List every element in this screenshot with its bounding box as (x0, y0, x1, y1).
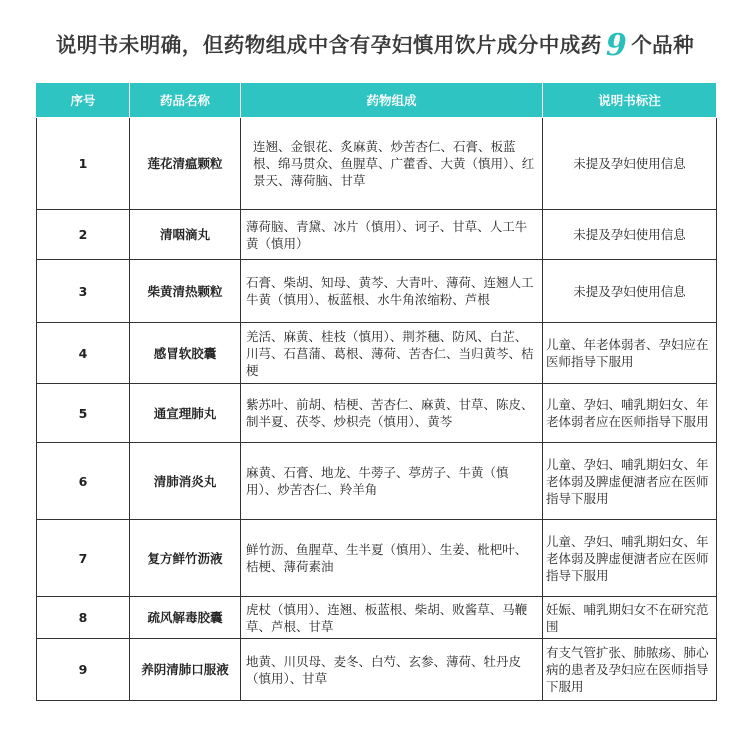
table-header-row (37, 83, 717, 118)
drug-name: 感冒软胶囊 (130, 323, 241, 384)
drug-note: 有支气管扩张、肺脓疡、肺心病的患者及孕妇应在医师指导下服用 (543, 639, 717, 701)
title-count: 9 (605, 28, 628, 63)
drug-note: 未提及孕妇使用信息 (543, 210, 717, 260)
row-index: 3 (37, 260, 130, 323)
drug-composition: 羌活、麻黄、桂枝（慎用）、荆芥穗、防风、白芷、川芎、石菖蒲、葛根、薄荷、苦杏仁、当归黄芩、桔梗 (241, 323, 543, 384)
drug-composition: 虎杖（慎用）、连翘、板蓝根、柴胡、败酱草、马鞭草、芦根、甘草 (241, 597, 543, 639)
drug-name: 通宣理肺丸 (130, 384, 241, 443)
drug-name: 清肺消炎丸 (130, 443, 241, 520)
drug-note: 儿童、孕妇、哺乳期妇女、年老体弱及脾虚便溏者应在医师指导下服用 (543, 520, 717, 597)
drug-composition: 石膏、柴胡、知母、黄芩、大青叶、薄荷、连翘人工牛黄（慎用）、板蓝根、水牛角浓缩粉、芦根 (241, 260, 543, 323)
drug-name: 清咽滴丸 (130, 210, 241, 260)
header-index: 序号 (37, 83, 130, 118)
row-index: 9 (37, 639, 130, 701)
drug-note: 未提及孕妇使用信息 (543, 260, 717, 323)
header-name: 药品名称 (130, 83, 241, 118)
row-index: 6 (37, 443, 130, 520)
table-row (37, 260, 717, 323)
row-index: 2 (37, 210, 130, 260)
page-title (0, 28, 750, 63)
drug-note: 儿童、孕妇、哺乳期妇女、年老体弱者应在医师指导下服用 (543, 384, 717, 443)
drug-name: 养阴清肺口服液 (130, 639, 241, 701)
drug-name: 柴黄清热颗粒 (130, 260, 241, 323)
header-note: 说明书标注 (543, 83, 717, 118)
title-prefix: 说明书未明确，但药物组成中含有孕妇慎用饮片成分中成药 (55, 33, 602, 57)
title-suffix: 个品种 (631, 33, 695, 57)
row-index: 5 (37, 384, 130, 443)
drug-note: 儿童、年老体弱者、孕妇应在医师指导下服用 (543, 323, 717, 384)
drug-note: 儿童、孕妇、哺乳期妇女、年老体弱及脾虚便溏者应在医师指导下服用 (543, 443, 717, 520)
drug-name: 莲花清瘟颗粒 (130, 118, 241, 210)
table-row (37, 384, 717, 443)
table-row (37, 597, 717, 639)
table-row (37, 118, 717, 210)
drug-name: 复方鲜竹沥液 (130, 520, 241, 597)
row-index: 1 (37, 118, 130, 210)
drug-composition: 薄荷脑、青黛、冰片（慎用）、诃子、甘草、人工牛黄（慎用） (241, 210, 543, 260)
header-composition: 药物组成 (241, 83, 543, 118)
table-row (37, 443, 717, 520)
table-row (37, 520, 717, 597)
drug-composition: 鲜竹沥、鱼腥草、生半夏（慎用）、生姜、枇杷叶、桔梗、薄荷素油 (241, 520, 543, 597)
drug-composition: 连翘、金银花、炙麻黄、炒苦杏仁、石膏、板蓝根、绵马贯众、鱼腥草、广藿香、大黄（慎用）、红景天、薄荷脑、甘草 (241, 118, 543, 210)
row-index: 4 (37, 323, 130, 384)
row-index: 7 (37, 520, 130, 597)
medicine-table (36, 82, 717, 701)
drug-name: 疏风解毒胶囊 (130, 597, 241, 639)
row-index: 8 (37, 597, 130, 639)
drug-composition: 地黄、川贝母、麦冬、白芍、玄参、薄荷、牡丹皮（慎用）、甘草 (241, 639, 543, 701)
table-row (37, 210, 717, 260)
drug-note: 未提及孕妇使用信息 (543, 118, 717, 210)
drug-composition: 紫苏叶、前胡、桔梗、苦杏仁、麻黄、甘草、陈皮、制半夏、茯苓、炒枳壳（慎用）、黄芩 (241, 384, 543, 443)
drug-composition: 麻黄、石膏、地龙、牛蒡子、葶苈子、牛黄（慎用）、炒苦杏仁、羚羊角 (241, 443, 543, 520)
table-row (37, 639, 717, 701)
table-row (37, 323, 717, 384)
drug-note: 妊娠、哺乳期妇女不在研究范围 (543, 597, 717, 639)
